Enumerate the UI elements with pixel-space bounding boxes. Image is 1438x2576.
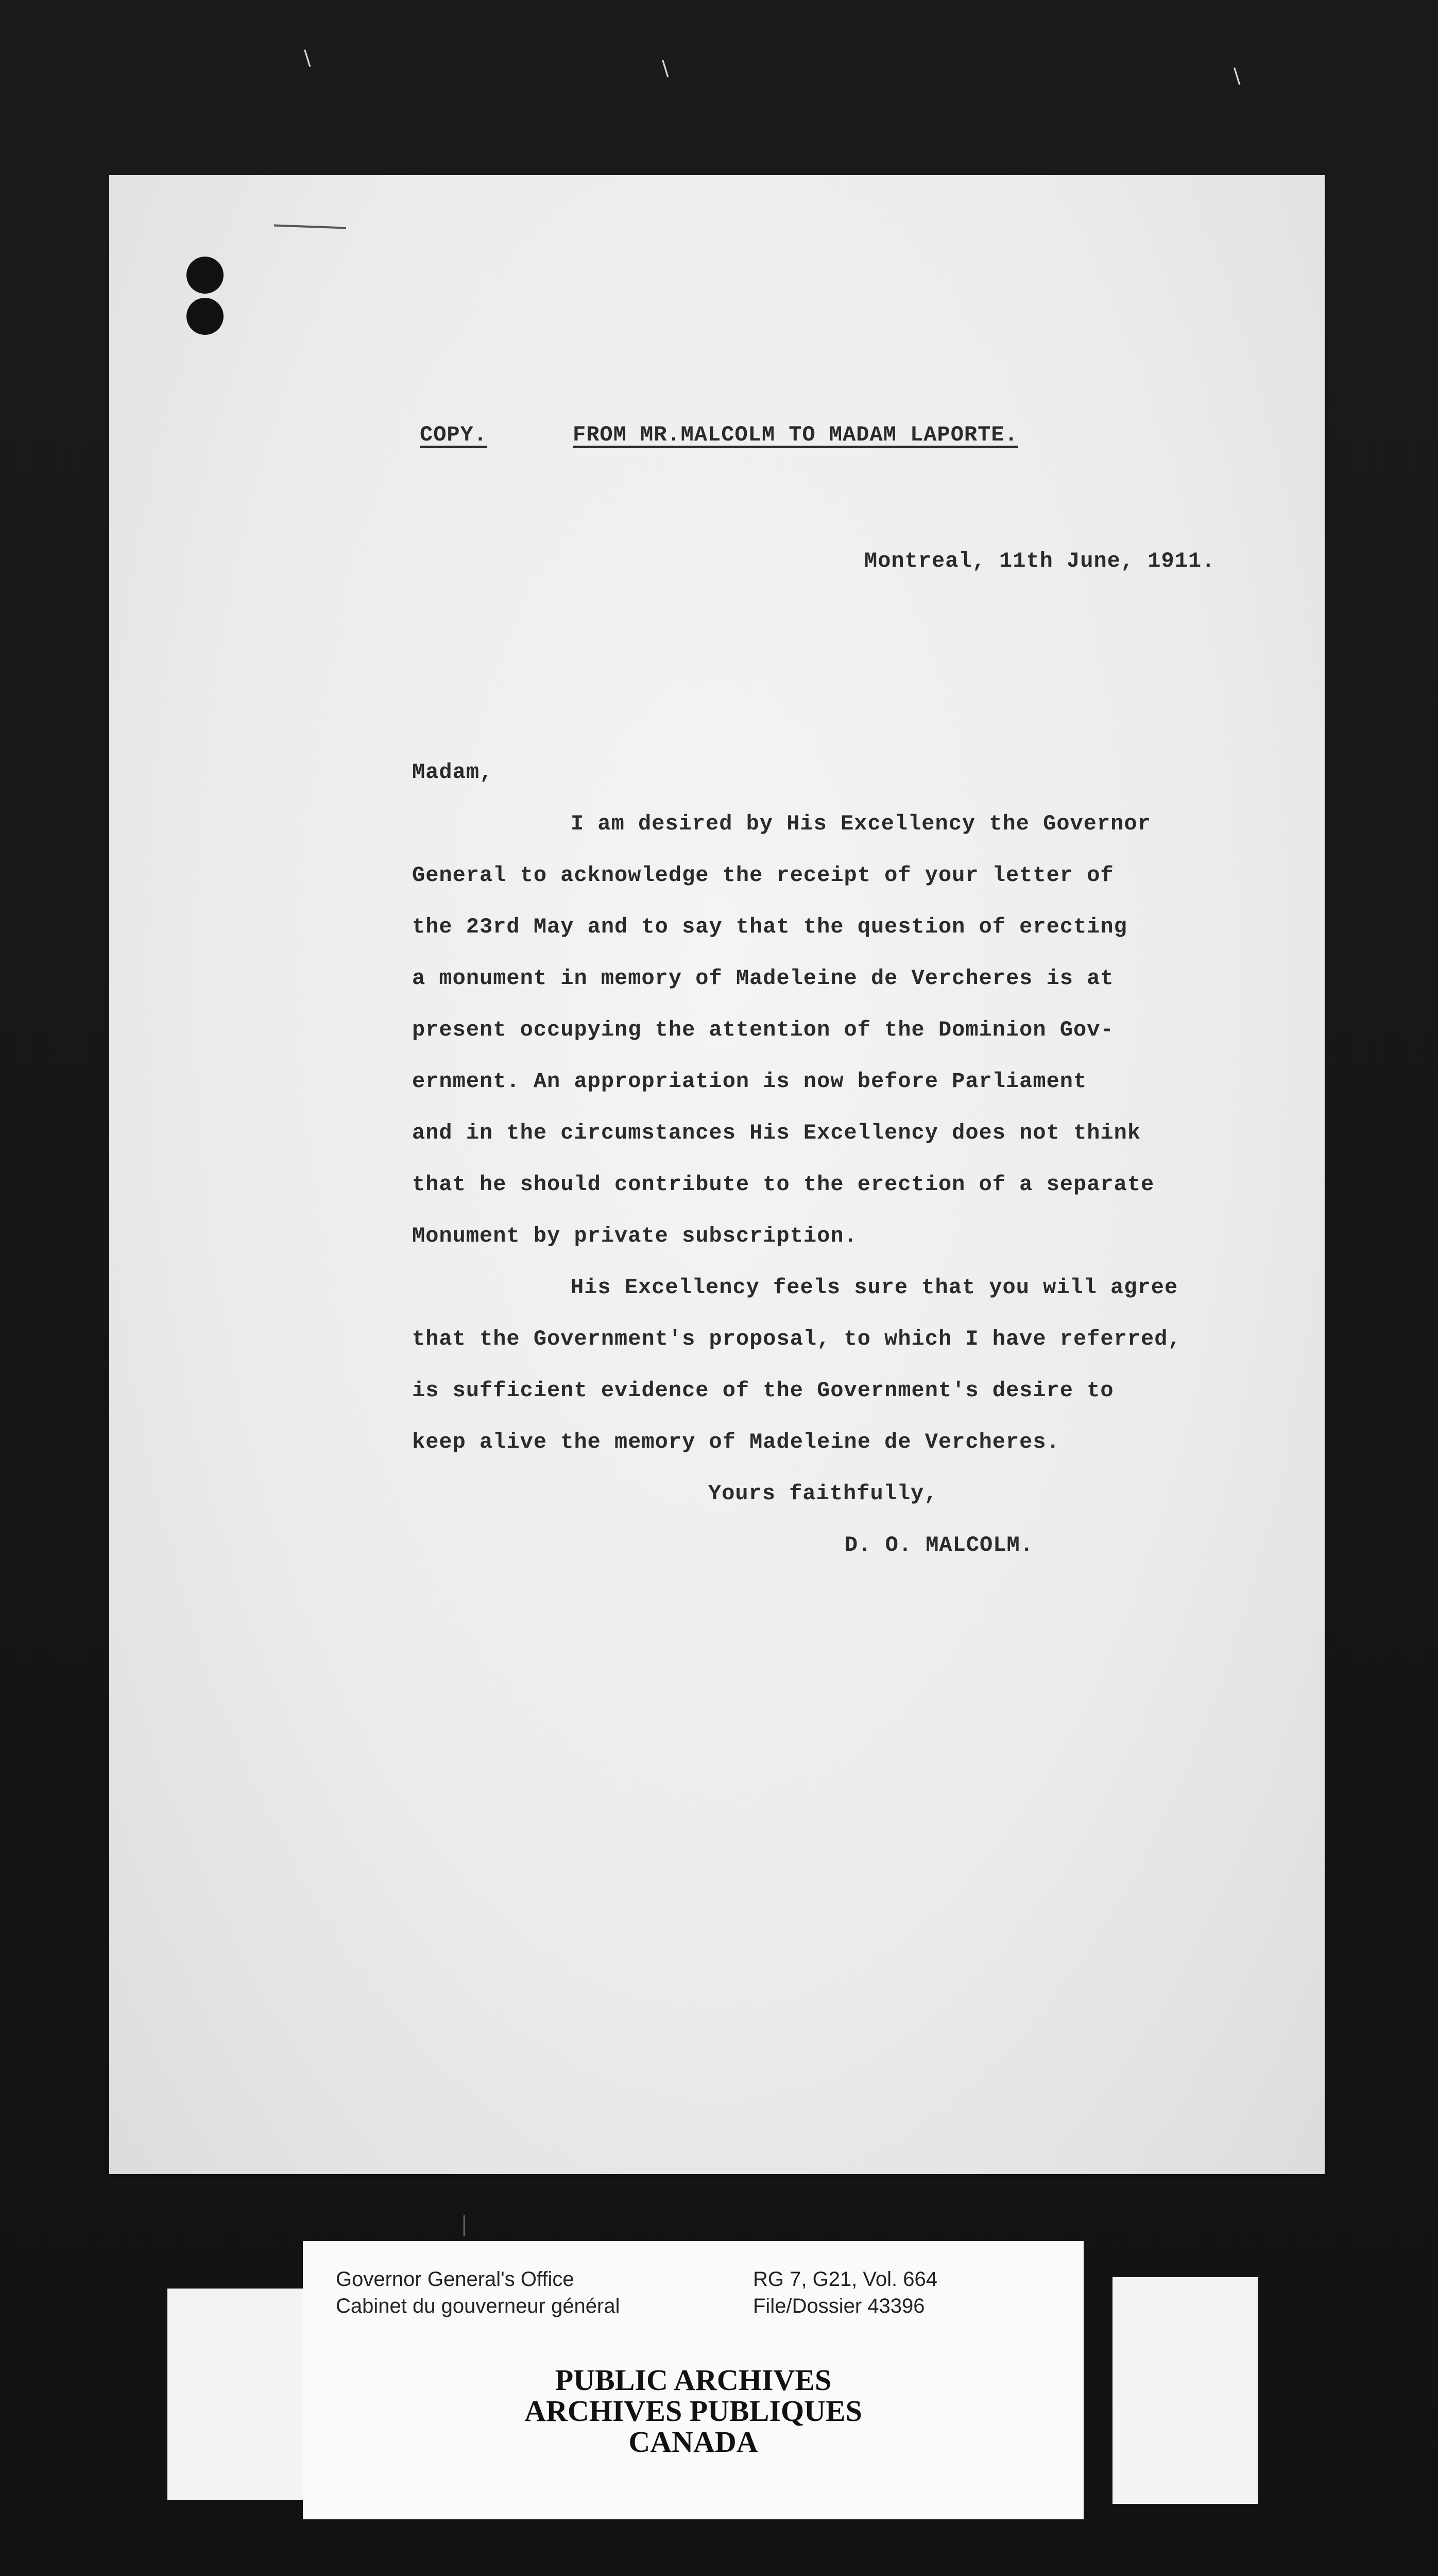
file-number: File/Dossier 43396 [753,2295,925,2317]
archive-stamp-line-2: ARCHIVES PUBLIQUES [524,2394,862,2428]
salutation: Madam, [412,760,493,785]
office-english: Governor General's Office [336,2268,574,2291]
body-line: present occupying the attention of the Dominion Gov- [412,1018,1114,1042]
body-line: His Excellency feels sure that you will agree [571,1275,1178,1300]
film-mark: \ [1234,64,1241,88]
record-group: RG 7, G21, Vol. 664 [753,2268,937,2291]
label-tab-right [1112,2277,1258,2504]
pen-mark [274,225,346,229]
archive-stamp-line-3: CANADA [628,2425,758,2459]
film-mark: \ [304,46,311,70]
punch-hole [186,298,224,335]
body-line: the 23rd May and to say that the question of erecting [412,914,1127,939]
label-hanger [464,2215,465,2236]
body-line: that the Government's proposal, to which I have referred, [412,1327,1182,1351]
body-line: keep alive the memory of Madeleine de Vercheres. [412,1430,1060,1454]
heading-from: FROM MR.MALCOLM TO MADAM LAPORTE. [573,422,1018,447]
body-line: General to acknowledge the receipt of your letter of [412,863,1114,888]
body-line: ernment. An appropriation is now before Parliament [412,1069,1087,1094]
heading-copy: COPY. [420,422,488,447]
body-line: that he should contribute to the erection of a separate [412,1172,1155,1197]
punch-hole [186,257,224,294]
archive-label [303,2241,1084,2519]
body-line: is sufficient evidence of the Government's desire to [412,1378,1114,1403]
signature: D. O. MALCOLM. [845,1533,1034,1557]
office-french: Cabinet du gouverneur général [336,2295,620,2317]
archive-stamp-line-1: PUBLIC ARCHIVES [555,2363,832,2397]
body-line: and in the circumstances His Excellency does not think [412,1121,1141,1145]
body-line: I am desired by His Excellency the Governor [571,811,1151,836]
letter-date: Montreal, 11th June, 1911. [864,549,1216,573]
closing: Yours faithfully, [708,1481,938,1506]
film-mark: \ [662,57,669,80]
body-line: Monument by private subscription. [412,1224,858,1248]
body-line: a monument in memory of Madeleine de Vercheres is at [412,966,1114,991]
label-tab-left [167,2289,312,2500]
